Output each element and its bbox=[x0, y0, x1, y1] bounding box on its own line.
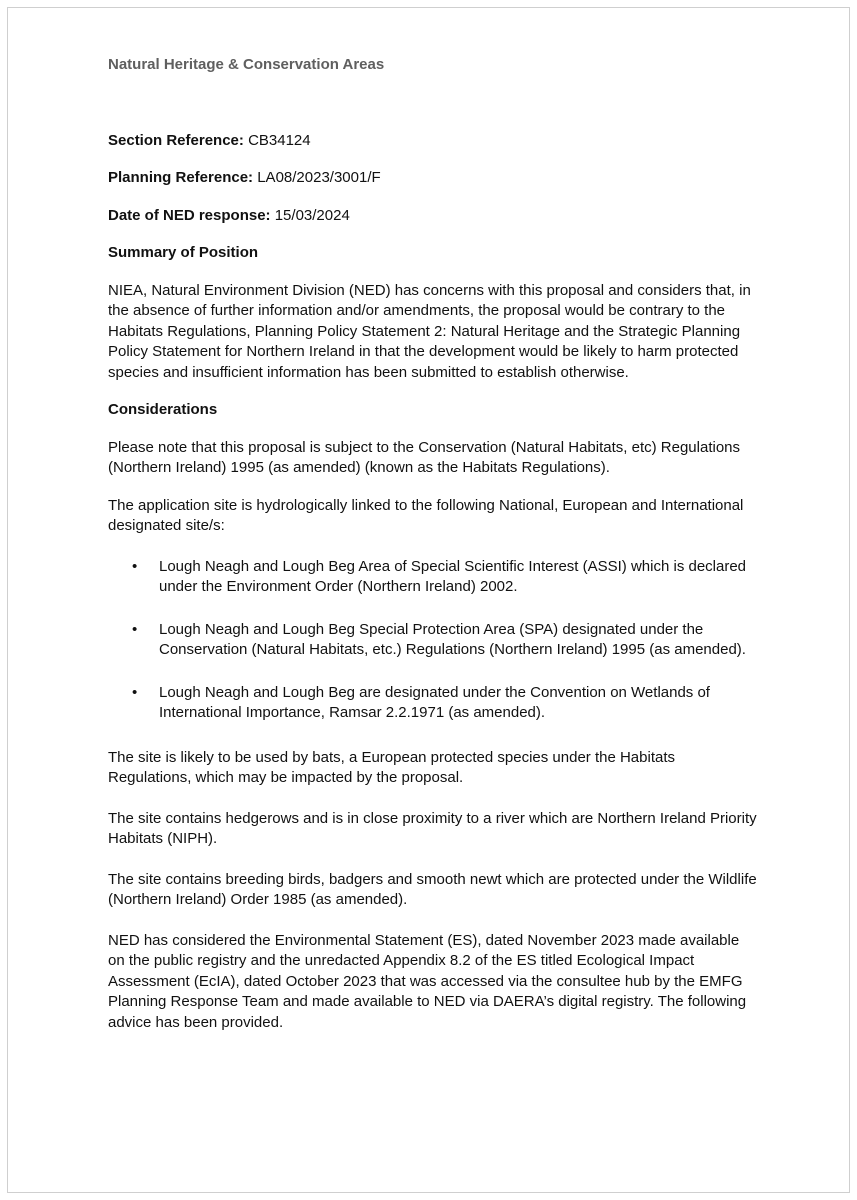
section-reference-field bbox=[108, 131, 758, 152]
designated-site-text: Lough Neagh and Lough Beg Special Protection Area (SPA) designated under the Conservation (Natural Habitats, etc.) Regulations (Northern Ireland) 1995 (as amended). bbox=[159, 620, 746, 658]
designated-site-item bbox=[108, 683, 758, 724]
section-reference-value: CB34124 bbox=[248, 131, 311, 149]
protected-species-paragraph: The site contains breeding birds, badgers and smooth newt which are protected under the Wildlife (Northern Ireland) Order 1985 (as amended). bbox=[108, 870, 757, 908]
designated-site-item bbox=[108, 557, 758, 598]
bats-paragraph: The site is likely to be used by bats, a European protected species under the Habitats Regulations, which may be impacted by the proposal. bbox=[108, 748, 675, 786]
linked-sites-intro-paragraph: The application site is hydrologically linked to the following National, European and International designated site/s: bbox=[108, 496, 744, 534]
section-reference-label: Section Reference: bbox=[108, 131, 244, 149]
ned-response-date-label: Date of NED response: bbox=[108, 206, 271, 224]
document-header: Natural Heritage & Conservation Areas bbox=[108, 56, 385, 73]
ned-response-date-field bbox=[108, 206, 758, 227]
summary-paragraph: NIEA, Natural Environment Division (NED) has concerns with this proposal and considers that, in the absence of further information and/or amendments, the proposal would be contrary to the Habitats Regulations, Planning Policy Statement 2: Natural Heritage and the Strategic Planning Policy Statement for Northern Ireland in that the development would be likely to harm protected species and insufficient information has been submitted to establish otherwise. bbox=[108, 281, 751, 381]
designated-site-text: Lough Neagh and Lough Beg Area of Special Scientific Interest (ASSI) which is declared under the Environment Order (Northern Ireland) 2002. bbox=[159, 557, 747, 595]
planning-reference-label: Planning Reference: bbox=[108, 169, 254, 186]
considerations-heading: Considerations bbox=[108, 401, 218, 418]
bullet-icon: • bbox=[132, 557, 138, 575]
bullet-icon: • bbox=[132, 683, 138, 701]
designated-site-item bbox=[108, 620, 758, 661]
summary-heading: Summary of Position bbox=[108, 244, 259, 261]
document-content bbox=[108, 55, 758, 1050]
environmental-statement-paragraph: NED has considered the Environmental Statement (ES), dated November 2023 made available on the public registry and the unredacted Appendix 8.2 of the ES titled Ecological Impact Assessment (EcIA), dated October 2023 that was accessed via the consultee hub by the EMFG Planning Response Team and made available to NED via DAERA’s digital registry. The following advice has been provided. bbox=[108, 931, 747, 1031]
bullet-icon: • bbox=[132, 620, 138, 638]
hedgerows-paragraph: The site contains hedgerows and is in close proximity to a river which are Northern Ireland Priority Habitats (NIPH). bbox=[108, 809, 757, 847]
designated-sites-list bbox=[108, 557, 758, 724]
planning-reference-field bbox=[108, 168, 758, 189]
designated-site-text: Lough Neagh and Lough Beg are designated under the Convention on Wetlands of International Importance, Ramsar 2.2.1971 (as amended). bbox=[159, 683, 710, 721]
planning-reference-value: LA08/2023/3001/F bbox=[257, 169, 381, 186]
considerations-intro-paragraph: Please note that this proposal is subject to the Conservation (Natural Habitats, etc) Regulations (Northern Ireland) 1995 (as amended) (known as the Habitats Regulations). bbox=[108, 438, 741, 476]
ned-response-date-value: 15/03/2024 bbox=[274, 206, 350, 224]
